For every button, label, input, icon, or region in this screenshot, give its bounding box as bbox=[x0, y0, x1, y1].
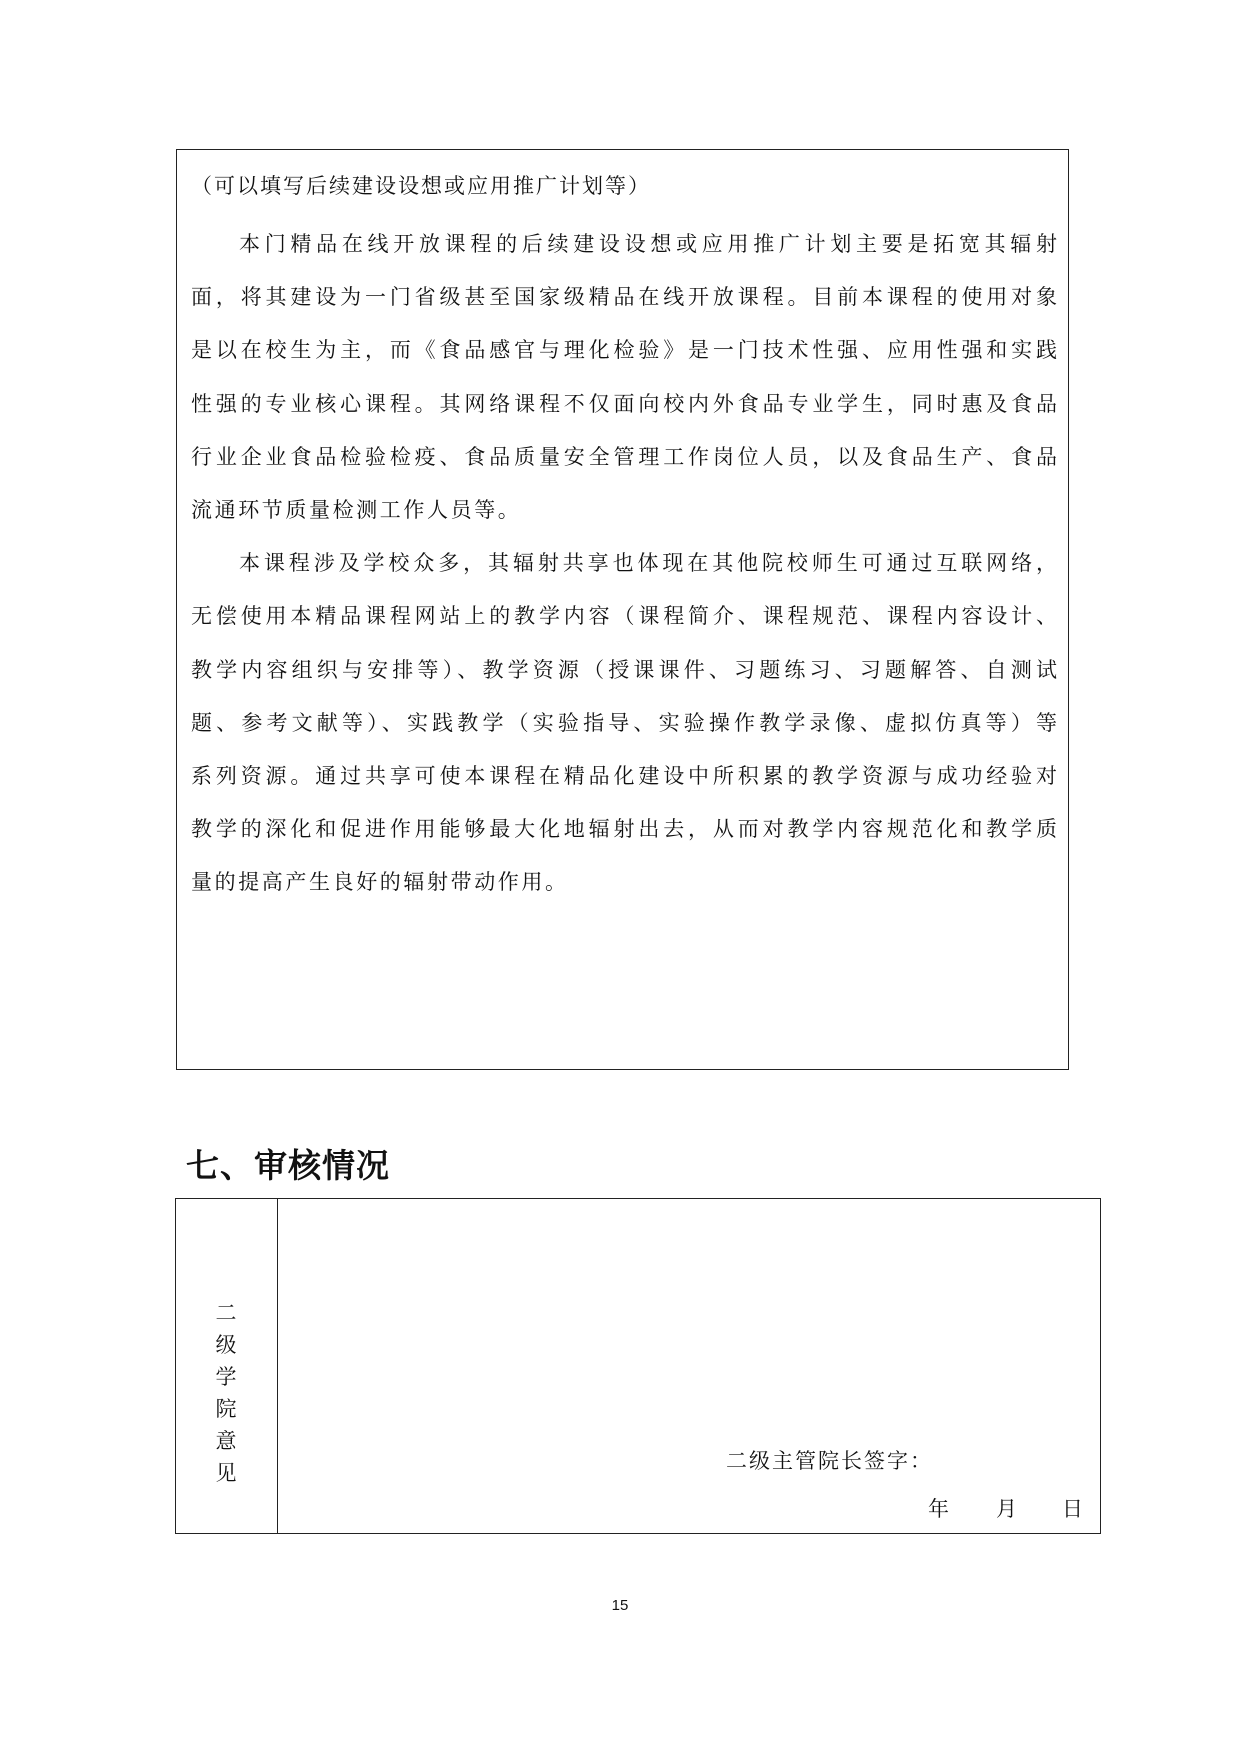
plan-body bbox=[191, 218, 1057, 909]
text-line: 题、参考文献等）、实践教学（实验指导、实验操作教学录像、虚拟仿真等）等 bbox=[191, 710, 1057, 735]
date-day-label: 日 bbox=[1062, 1497, 1083, 1521]
text-line: 量的提高产生良好的辐射带动作用。 bbox=[191, 870, 569, 895]
text-line: 教学内容组织与安排等）、教学资源（授课课件、习题练习、习题解答、自测试 bbox=[191, 657, 1057, 682]
development-plan-box bbox=[176, 149, 1069, 1070]
text-line: 是以在校生为主，而《食品感官与理化检验》是一门技术性强、应用性强和实践 bbox=[191, 338, 1057, 363]
text-line: 本门精品在线开放课程的后续建设设想或应用推广计划主要是拓宽其辐射 bbox=[239, 232, 1057, 256]
page-number: 15 bbox=[611, 1597, 629, 1614]
text-line: 流通环节质量检测工作人员等。 bbox=[191, 497, 522, 522]
review-label-cell bbox=[176, 1199, 278, 1533]
college-opinion-label: 二级学院意见 bbox=[215, 1301, 237, 1485]
date-row bbox=[928, 1493, 1083, 1523]
section-heading: 七、审核情况 bbox=[186, 1146, 390, 1185]
dean-signature-label: 二级主管院长签字： bbox=[726, 1449, 933, 1473]
date-month-label: 月 bbox=[996, 1497, 1017, 1521]
text-line: 教学的深化和促进作用能够最大化地辐射出去，从而对教学内容规范化和教学质 bbox=[191, 817, 1057, 842]
review-table bbox=[175, 1198, 1101, 1534]
date-year-label: 年 bbox=[928, 1497, 949, 1521]
plan-paragraph-2 bbox=[191, 537, 1057, 909]
text-line: 行业企业食品检验检疫、食品质量安全管理工作岗位人员，以及食品生产、食品 bbox=[191, 444, 1057, 469]
text-line: 无偿使用本精品课程网站上的教学内容（课程简介、课程规范、课程内容设计、 bbox=[191, 604, 1057, 629]
text-line: 面，将其建设为一门省级甚至国家级精品在线开放课程。目前本课程的使用对象 bbox=[191, 285, 1057, 310]
plan-hint: （可以填写后续建设设想或应用推广计划等） bbox=[191, 174, 651, 198]
text-line: 系列资源。通过共享可使本课程在精品化建设中所积累的教学资源与成功经验对 bbox=[191, 763, 1057, 788]
text-line: 性强的专业核心课程。其网络课程不仅面向校内外食品专业学生，同时惠及食品 bbox=[191, 391, 1057, 416]
text-line: 本课程涉及学校众多，其辐射共享也体现在其他院校师生可通过互联网络， bbox=[239, 551, 1057, 576]
plan-paragraph-1 bbox=[191, 218, 1057, 537]
